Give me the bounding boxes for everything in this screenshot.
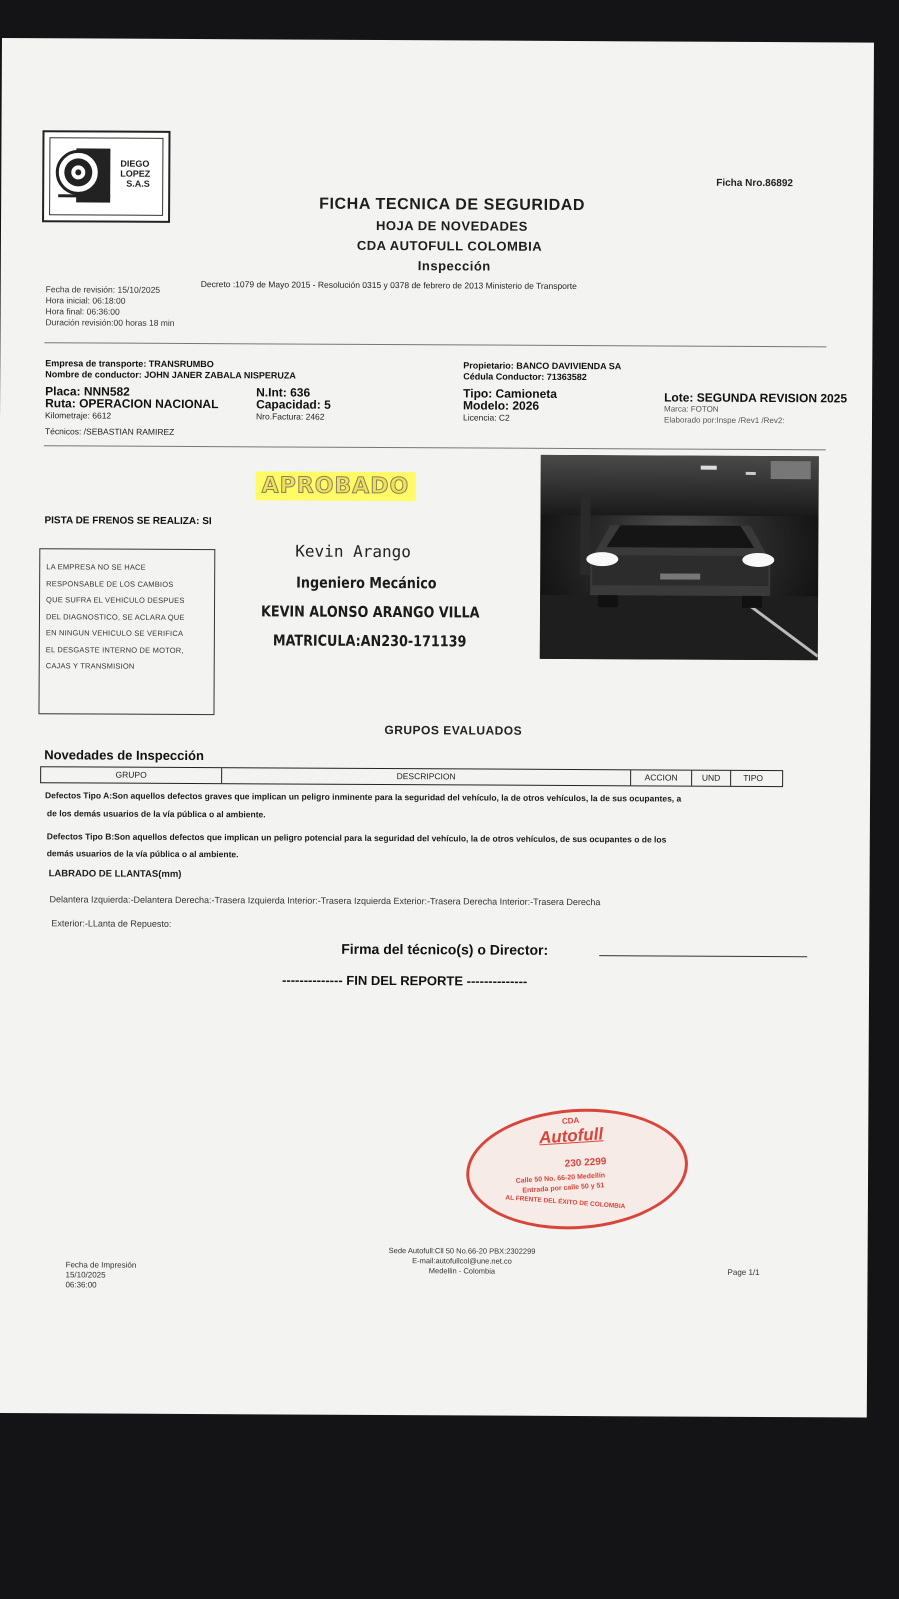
decreto-text: Decreto :1079 de Mayo 2015 - Resolución 0315 y 0378 de febrero de 2013 Ministerio de Transporte (200, 279, 577, 292)
fecha-impresion-block (65, 1260, 136, 1290)
stamp-brand: Autofull (538, 1124, 604, 1148)
placa: Placa: NNN582 (45, 384, 130, 399)
licencia: Licencia: C2 (462, 412, 510, 423)
hora-final: Hora final: 06:36:00 (45, 306, 120, 317)
novedades-table-header (40, 766, 783, 787)
hora-inicial: Hora inicial: 06:18:00 (45, 295, 126, 306)
engineer-signature: Kevin Arango (295, 541, 411, 562)
tecnicos: Técnicos: /SEBASTIAN RAMIREZ (44, 426, 175, 437)
firma-line (599, 955, 807, 957)
firma-tecnico: Firma del técnico(s) o Director: (341, 940, 549, 958)
revision-block (45, 284, 174, 329)
fecha-revision: Fecha de revisión: 15/10/2025 (45, 284, 161, 295)
logo-text-line3: S.A.S (126, 178, 150, 189)
vehicle-photo (540, 455, 819, 660)
col-tipo: TIPO (743, 772, 764, 783)
capacidad: Capacidad: 5 (256, 397, 331, 412)
document-page (0, 38, 874, 1418)
elaborado-por: Elaborado por:Inspe /Rev1 /Rev2: (663, 415, 785, 426)
fin-reporte: -------------- FIN DEL REPORTE -------------- (282, 972, 528, 989)
stamp-arc-text: AL FRENTE DEL ÉXITO DE COLOMBIA (505, 1194, 626, 1211)
tire-icon (54, 144, 114, 206)
empresa-transporte: Empresa de transporte: TRANSRUMBO (45, 358, 214, 370)
llantas-line2: Exterior:-LLanta de Repuesto: (51, 918, 172, 929)
disclaimer-line: EN NINGUN VEHICULO SE VERIFICA (45, 628, 184, 638)
col-grupo: GRUPO (41, 767, 222, 783)
stamp-entrada: Entrada por calle 50 y 51 (522, 1182, 605, 1195)
logo-text-line2: LOPEZ (120, 168, 151, 179)
logo-text-line1: DIEGO (120, 158, 150, 169)
company-logo (42, 130, 170, 223)
disclaimer-line: DEL DIAGNOSTICO, SE ACLARA QUE (45, 611, 185, 622)
llantas-line1: Delantera Izquierda:-Delantera Derecha:-Trasera Izquierda Interior:-Trasera Izquierda Exterior:-Trasera Derecha Interior:-Trasera Derecha (49, 894, 601, 908)
disclaimer-line: EL DESGASTE INTERNO DE MOTOR, (45, 644, 184, 655)
engineer-role: Ingeniero Mecánico (296, 573, 437, 593)
sede-block (389, 1246, 536, 1277)
kilometraje: Kilometraje: 6612 (44, 410, 112, 421)
nombre-conductor: Nombre de conductor: JOHN JANER ZABALA NISPERUZA (45, 369, 296, 381)
disclaimer-line: QUE SUFRA EL VEHICULO DESPUES (46, 595, 185, 605)
logo-text (120, 159, 150, 189)
hora-impresion: 06:36:00 (65, 1280, 97, 1290)
document-title: FICHA TECNICA DE SEGURIDAD (319, 195, 586, 215)
stamp-address: Calle 50 No. 66-20 Medellín (515, 1172, 606, 1186)
ruta: Ruta: OPERACION NACIONAL (45, 396, 219, 412)
col-descripcion: DESCRIPCION (222, 768, 631, 785)
page-number: Page 1/1 (727, 1267, 760, 1277)
sede-email: E-mail:autofullcol@une.net.co (412, 1256, 512, 1266)
tipo-vehiculo: Tipo: Camioneta (463, 386, 557, 401)
subtitle-hoja: HOJA DE NOVEDADES (375, 217, 528, 234)
ficha-number: Ficha Nro.86892 (716, 177, 793, 190)
aprobado-badge: APROBADO (256, 471, 416, 501)
defecto-tipo-a-line1: Defectos Tipo A:Son aquellos defectos graves que implican un peligro inminente para la seguridad del vehículo, la de otros vehículos, la de sus ocupantes, a (45, 790, 682, 804)
marca: Marca: FOTON (664, 404, 719, 414)
engineer-name: KEVIN ALONSO ARANGO VILLA (260, 602, 480, 622)
subtitle-inspeccion: Inspección (417, 258, 491, 274)
sede-address: Sede Autofull:Cll 50 No.66-20 PBX:2302299 (388, 1246, 536, 1256)
pista-frenos: PISTA DE FRENOS SE REALIZA: SI (44, 515, 212, 528)
vehicle-image (540, 455, 819, 660)
col-accion: ACCION (631, 770, 692, 785)
novedades-heading: Novedades de Inspección (44, 747, 204, 764)
divider-top (44, 342, 826, 347)
fecha-impresion-label: Fecha de Impresión (65, 1260, 137, 1270)
grupos-evaluados-heading: GRUPOS EVALUADOS (384, 723, 523, 738)
labrado-llantas: LABRADO DE LLANTAS(mm) (48, 868, 182, 880)
disclaimer-line: LA EMPRESA NO SE HACE (46, 562, 146, 572)
autofull-stamp (462, 1102, 691, 1236)
disclaimer-line: CAJAS Y TRANSMISION (45, 661, 135, 671)
defecto-tipo-b-line1: Defectos Tipo B:Son aquellos defectos que implican un peligro potencial para la seguridad del vehículo, la de otros vehículos, de sus ocupantes o de los (46, 831, 667, 845)
cedula-conductor: Cédula Conductor: 71363582 (463, 371, 587, 383)
numero-interno: N.Int: 636 (256, 385, 311, 400)
sede-ciudad: Medellin - Colombia (428, 1266, 496, 1276)
modelo: Modelo: 2026 (463, 398, 540, 413)
fecha-impresion: 15/10/2025 (65, 1270, 106, 1280)
stamp-cda: CDA (561, 1115, 580, 1126)
lote: Lote: SEGUNDA REVISION 2025 (664, 390, 848, 406)
stamp-phone: 230 2299 (564, 1156, 607, 1170)
defecto-tipo-b-line2: demás usuarios de la vía pública o al ambiente. (46, 848, 239, 860)
disclaimer-box (38, 548, 215, 715)
logo-frame (49, 137, 163, 216)
defecto-tipo-a-line2: de los demás usuarios de la vía pública o al ambiente. (46, 808, 266, 820)
engineer-matricula: MATRICULA:AN230-171139 (272, 631, 467, 651)
propietario: Propietario: BANCO DAVIVIENDA SA (463, 360, 622, 372)
disclaimer-line: RESPONSABLE DE LOS CAMBIOS (46, 578, 174, 589)
duracion-revision: Duración revisión:00 horas 18 min (45, 317, 175, 328)
divider-info (44, 445, 826, 450)
subtitle-cda: CDA AUTOFULL COLOMBIA (356, 237, 543, 254)
col-und: UND (692, 771, 731, 786)
numero-factura: Nro.Factura: 2462 (255, 411, 325, 422)
